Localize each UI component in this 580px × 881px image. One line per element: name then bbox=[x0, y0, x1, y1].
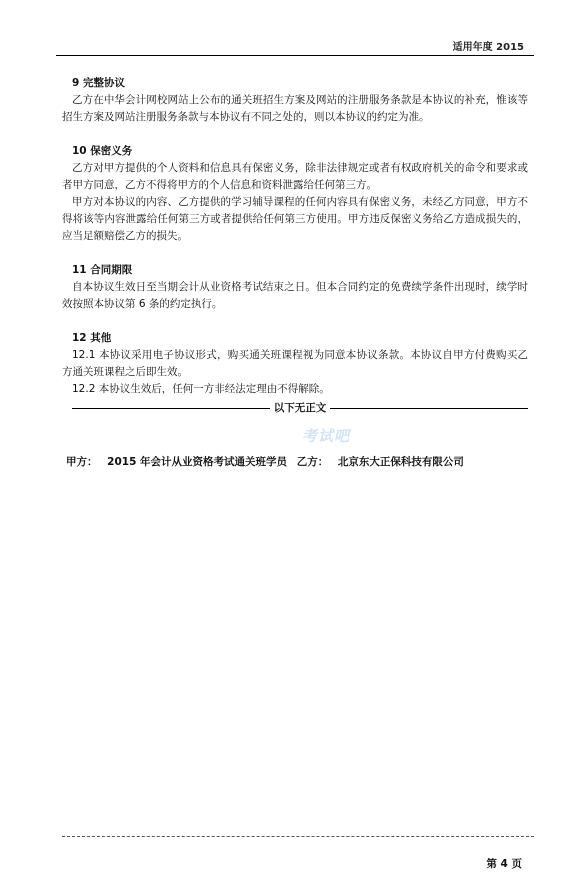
section-contract-term bbox=[62, 262, 528, 313]
section-paragraph: 乙方在中华会计网校网站上公布的通关班招生方案及网站的注册服务条款是本协议的补充，惟该等招生方案及网站注册服务条款与本协议有不同之处的，则以本协议的约定为准。 bbox=[62, 94, 528, 123]
party-b-value: 北京东大正保科技有限公司 bbox=[337, 456, 464, 468]
document-body bbox=[62, 75, 528, 417]
section-title: 10 保密义务 bbox=[72, 145, 133, 157]
party-a-value: 2015 年会计从业资格考试通关班学员 bbox=[107, 456, 288, 468]
footer-divider bbox=[62, 836, 534, 837]
section-title: 11 合同期限 bbox=[72, 264, 133, 276]
section-paragraph: 自本协议生效日至当期会计从业资格考试结束之日。但本合同约定的免费续学条件出现时，续学时效按照本协议第 6 条的约定执行。 bbox=[62, 281, 528, 310]
section-title: 9 完整协议 bbox=[72, 77, 125, 89]
end-of-text-label: 以下无正文 bbox=[273, 402, 327, 414]
section-complete-agreement bbox=[62, 75, 528, 126]
section-other bbox=[62, 330, 528, 398]
header-rule bbox=[56, 55, 534, 56]
section-paragraph: 12.2 本协议生效后，任何一方非经法定理由不得解除。 bbox=[72, 383, 330, 395]
section-title: 12 其他 bbox=[72, 332, 112, 344]
divider bbox=[72, 408, 270, 409]
end-of-text-marker bbox=[62, 400, 528, 417]
section-paragraph: 12.1 本协议采用电子协议形式，购买通关班课程视为同意本协议条款。本协议自甲方付费购买乙方通关班课程之后即生效。 bbox=[62, 349, 528, 378]
party-a-label: 甲方： bbox=[66, 456, 98, 468]
party-b-label: 乙方： bbox=[296, 456, 329, 468]
divider bbox=[330, 408, 528, 409]
page-number: 第 4 页 bbox=[486, 858, 522, 870]
section-paragraph: 甲方对本协议的内容、乙方提供的学习辅导课程的任何内容具有保密义务，未经乙方同意，甲方不得将该等内容泄露给任何第三方或者提供给任何第三方使用。甲方违反保密义务给乙方造成损失的，应当足额赔偿乙方的损失。 bbox=[62, 196, 528, 242]
header-year-label: 适用年度 2015 bbox=[452, 42, 524, 53]
section-paragraph: 乙方对甲方提供的个人资料和信息具有保密义务，除非法律规定或者有权政府机关的命令和要求或者甲方同意，乙方不得将甲方的个人信息和资料泄露给任何第三方。 bbox=[62, 162, 528, 191]
signature-parties bbox=[66, 454, 470, 469]
section-confidentiality bbox=[62, 143, 528, 245]
watermark-logo: 考试吧 bbox=[302, 427, 351, 445]
